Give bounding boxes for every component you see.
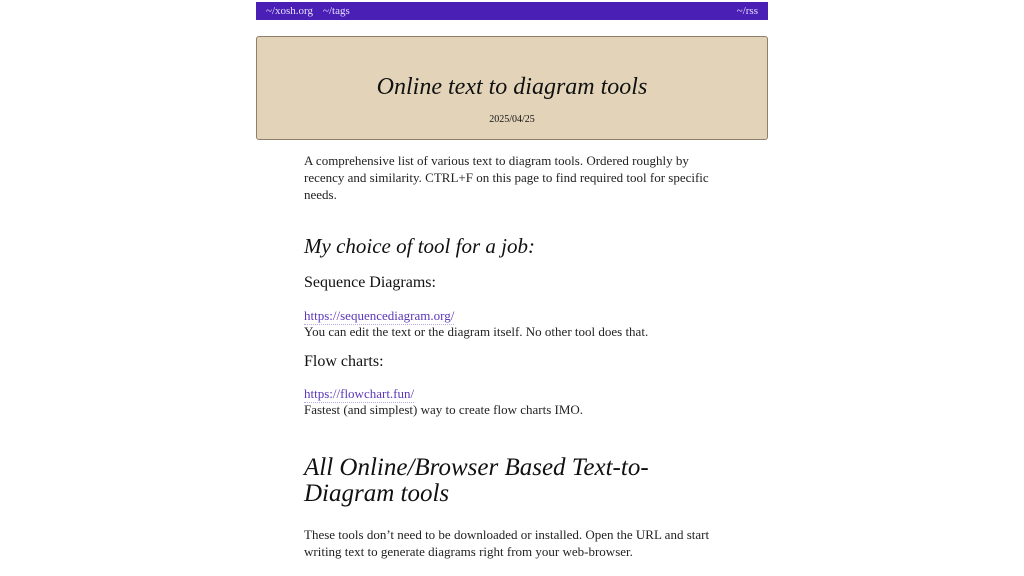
post-header	[256, 36, 768, 140]
sequencediagram-link[interactable]: https://sequencediagram.org/	[304, 308, 455, 323]
flow-charts-heading: Flow charts:	[304, 353, 384, 370]
nav-home-link[interactable]: ~/xosh.org	[266, 5, 314, 17]
top-navbar	[256, 2, 768, 20]
section-description: These tools don’t need to be downloaded or installed. Open the URL and start writing text to generate diagrams right from your web-browser.	[304, 527, 710, 559]
post-date: 2025/04/25	[489, 114, 535, 125]
flowchart-fun-link[interactable]: https://flowchart.fun/	[304, 386, 415, 401]
page-title: Online text to diagram tools	[376, 74, 648, 100]
sequencediagram-description: You can edit the text or the diagram itself. No other tool does that.	[304, 324, 649, 339]
section-heading-online-tools: All Online/Browser Based Text-to-Diagram tools	[304, 454, 649, 507]
nav-tags-link[interactable]: ~/tags	[323, 5, 350, 17]
nav-rss-link[interactable]: ~/rss	[736, 5, 758, 17]
flowchart-fun-description: Fastest (and simplest) way to create flow charts IMO.	[304, 402, 584, 417]
choice-heading: My choice of tool for a job:	[304, 234, 535, 258]
sequence-diagrams-heading: Sequence Diagrams:	[304, 274, 436, 291]
intro-paragraph: A comprehensive list of various text to diagram tools. Ordered roughly by recency and similarity. CTRL+F on this page to find required tool for specific needs.	[304, 153, 709, 202]
